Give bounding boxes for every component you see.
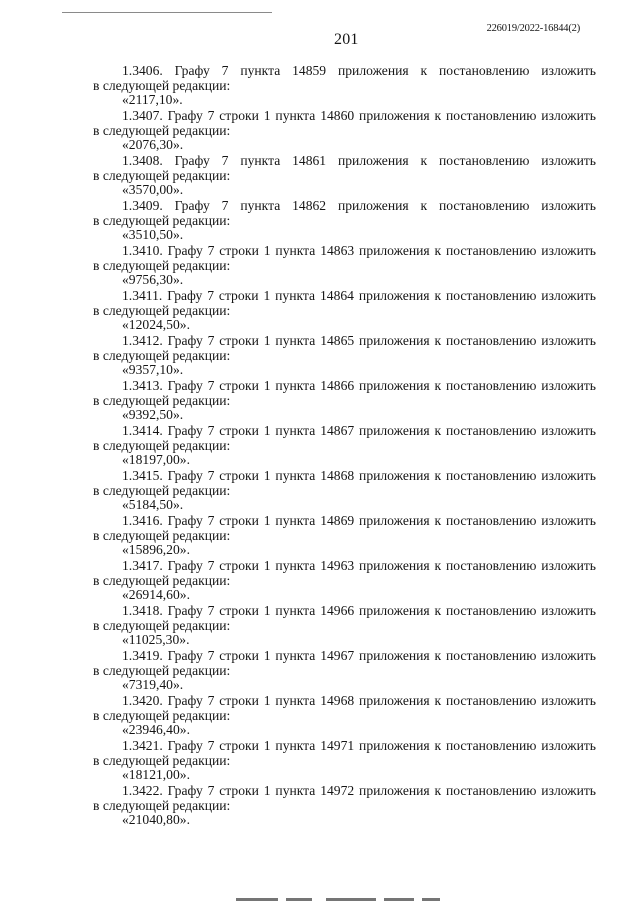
amendment-continuation: в следующей редакции:: [93, 78, 231, 93]
amendment-instruction: 1.3408. Графу 7 пункта 14861 приложения к постановлению изложить: [122, 153, 596, 168]
amendment-instruction: 1.3420. Графу 7 строки 1 пункта 14968 приложения к постановлению изложить: [122, 693, 596, 708]
amendment-new-value: «7319,40».: [122, 677, 184, 692]
amendment-instruction: 1.3421. Графу 7 строки 1 пункта 14971 приложения к постановлению изложить: [122, 738, 596, 753]
top-scan-rule: [62, 12, 272, 13]
amendment-entry: [93, 467, 596, 512]
amendment-entry: [93, 377, 596, 422]
amendment-new-value: «2076,30».: [122, 137, 184, 152]
amendment-instruction: 1.3411. Графу 7 строки 1 пункта 14864 приложения к постановлению изложить: [122, 288, 596, 303]
amendment-continuation: в следующей редакции:: [93, 798, 231, 813]
amendment-new-value: «23946,40».: [122, 722, 190, 737]
amendment-continuation: в следующей редакции:: [93, 213, 231, 228]
amendment-entry: [93, 422, 596, 467]
amendment-entry: [93, 602, 596, 647]
amendment-new-value: «26914,60».: [122, 587, 190, 602]
amendment-entry: [93, 737, 596, 782]
amendment-new-value: «11025,30».: [122, 632, 190, 647]
amendment-entry: [93, 782, 596, 827]
amendment-new-value: «9357,10».: [122, 362, 184, 377]
amendment-continuation: в следующей редакции:: [93, 438, 231, 453]
amendment-continuation: в следующей редакции:: [93, 753, 231, 768]
amendment-new-value: «9756,30».: [122, 272, 184, 287]
amendment-instruction: 1.3416. Графу 7 строки 1 пункта 14869 приложения к постановлению изложить: [122, 513, 596, 528]
amendment-continuation: в следующей редакции:: [93, 303, 231, 318]
amendment-instruction: 1.3412. Графу 7 строки 1 пункта 14865 приложения к постановлению изложить: [122, 333, 596, 348]
amendment-entry: [93, 287, 596, 332]
amendment-instruction: 1.3413. Графу 7 строки 1 пункта 14866 приложения к постановлению изложить: [122, 378, 596, 393]
amendment-new-value: «15896,20».: [122, 542, 190, 557]
amendment-new-value: «9392,50».: [122, 407, 184, 422]
amendment-continuation: в следующей редакции:: [93, 123, 231, 138]
amendment-new-value: «18197,00».: [122, 452, 190, 467]
amendment-new-value: «12024,50».: [122, 317, 190, 332]
amendment-continuation: в следующей редакции:: [93, 258, 231, 273]
amendment-new-value: «3570,00».: [122, 182, 184, 197]
amendment-new-value: «5184,50».: [122, 497, 184, 512]
amendment-entry: [93, 692, 596, 737]
amendment-continuation: в следующей редакции:: [93, 708, 231, 723]
amendment-instruction: 1.3409. Графу 7 пункта 14862 приложения к постановлению изложить: [122, 198, 596, 213]
amendment-continuation: в следующей редакции:: [93, 618, 231, 633]
amendment-instruction: 1.3410. Графу 7 строки 1 пункта 14863 приложения к постановлению изложить: [122, 243, 596, 258]
page-number: 201: [334, 31, 359, 48]
amendment-continuation: в следующей редакции:: [93, 573, 231, 588]
amendment-new-value: «18121,00».: [122, 767, 190, 782]
amendment-new-value: «3510,50».: [122, 227, 184, 242]
amendment-entry: [93, 197, 596, 242]
amendment-continuation: в следующей редакции:: [93, 168, 231, 183]
amendment-new-value: «2117,10».: [122, 92, 183, 107]
bottom-cut-off-text: [236, 895, 536, 903]
amendment-instruction: 1.3414. Графу 7 строки 1 пункта 14867 приложения к постановлению изложить: [122, 423, 596, 438]
amendment-continuation: в следующей редакции:: [93, 348, 231, 363]
amendment-instruction: 1.3417. Графу 7 строки 1 пункта 14963 приложения к постановлению изложить: [122, 558, 596, 573]
amendment-continuation: в следующей редакции:: [93, 663, 231, 678]
amendment-instruction: 1.3422. Графу 7 строки 1 пункта 14972 приложения к постановлению изложить: [122, 783, 596, 798]
document-reference-number: 226019/2022-16844(2): [486, 23, 580, 34]
amendment-continuation: в следующей редакции:: [93, 483, 231, 498]
amendment-continuation: в следующей редакции:: [93, 393, 231, 408]
amendment-instruction: 1.3419. Графу 7 строки 1 пункта 14967 приложения к постановлению изложить: [122, 648, 596, 663]
amendment-continuation: в следующей редакции:: [93, 528, 231, 543]
amendment-entry: [93, 62, 596, 107]
amendment-entry: [93, 242, 596, 287]
amendment-entry: [93, 557, 596, 602]
amendment-entry: [93, 512, 596, 557]
amendment-new-value: «21040,80».: [122, 812, 190, 827]
amendment-entry: [93, 332, 596, 377]
amendment-entry: [93, 152, 596, 197]
amendment-instruction: 1.3406. Графу 7 пункта 14859 приложения к постановлению изложить: [122, 63, 596, 78]
amendment-entry: [93, 107, 596, 152]
amendment-instruction: 1.3407. Графу 7 строки 1 пункта 14860 приложения к постановлению изложить: [122, 108, 596, 123]
amendment-entry: [93, 647, 596, 692]
amendment-instruction: 1.3415. Графу 7 строки 1 пункта 14868 приложения к постановлению изложить: [122, 468, 596, 483]
amendments-list: [93, 62, 596, 827]
amendment-instruction: 1.3418. Графу 7 строки 1 пункта 14966 приложения к постановлению изложить: [122, 603, 596, 618]
